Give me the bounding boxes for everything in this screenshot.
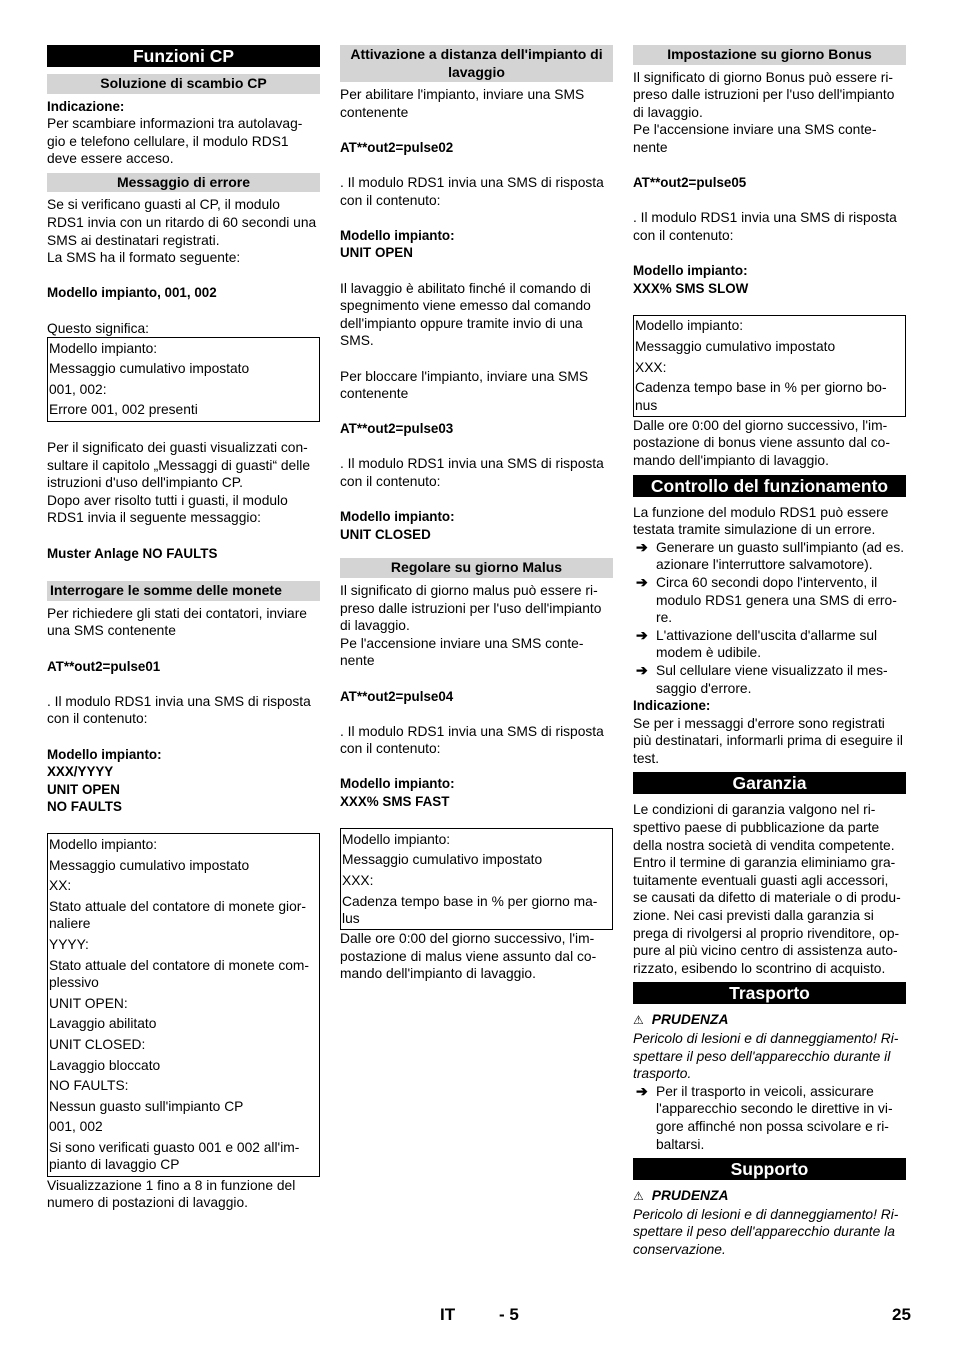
paragraph: . Il modulo RDS1 invia una SMS di risposta con il contenuto: <box>340 174 604 208</box>
note-label: Indicazione: <box>47 98 125 114</box>
arrow-right-icon: ➔ <box>636 662 648 678</box>
sms-command: AT**out2=pulse04 <box>340 688 454 704</box>
table-cell: 001, 002 <box>49 1119 103 1135</box>
column-2 <box>340 45 613 983</box>
table-cell: Stato attuale del contatore di monete gior-naliere <box>49 898 306 932</box>
section-title-garanzia: Garanzia <box>633 772 906 794</box>
paragraph: Per richiedere gli stati dei contatori, inviare una SMS contenente <box>47 605 307 639</box>
coin-counter-table <box>47 833 320 1176</box>
list-item: ➔ Generare un guasto sull'impianto (ad es. azionare l'interruttore salvamotore). <box>636 539 905 573</box>
table-cell: Modello impianto: <box>49 340 158 356</box>
heading-soluzione-scambio: Soluzione di scambio CP <box>47 74 320 94</box>
section-title-controllo: Controllo del funzionamento <box>633 475 906 497</box>
table-cell: Cadenza tempo base in % per giorno ma-lus <box>342 893 598 927</box>
paragraph: Pe l'accensione inviare una SMS conte-nente <box>340 635 584 669</box>
caution-text: Pericolo di lesioni e di danneggiamento! Ri-spettare il peso dell'apparecchio durante il trasporto. <box>633 1031 899 1082</box>
response-line: UNIT OPEN <box>340 245 413 261</box>
table-cell: XXX: <box>342 872 374 888</box>
table-cell: Messaggio cumulativo impostato <box>635 338 836 354</box>
column-1 <box>47 45 320 1212</box>
sms-format-code: Modello impianto, 001, 002 <box>47 285 217 301</box>
list-item: ➔ Circa 60 secondi dopo l'intervento, il modulo RDS1 genera una SMS di erro-re. <box>636 574 897 626</box>
paragraph: . Il modulo RDS1 invia una SMS di risposta con il contenuto: <box>633 210 897 243</box>
response-line: Modello impianto: <box>633 263 748 279</box>
transport-list <box>633 1083 906 1153</box>
sms-command: AT**out2=pulse03 <box>340 421 454 437</box>
table-cell: Si sono verificati guasto 001 e 002 all'im-pianto di lavaggio CP <box>49 1139 300 1173</box>
paragraph: Per bloccare l'impianto, inviare una SMS contenente <box>340 368 589 402</box>
response-line: Modello impianto: <box>47 746 162 762</box>
paragraph: Il significato di giorno malus può essere ri-preso dalle istruzioni per l'uso dell'impianto di lavaggio. <box>340 582 602 634</box>
paragraph: . Il modulo RDS1 invia una SMS di risposta con il contenuto: <box>340 723 604 757</box>
arrow-right-icon: ➔ <box>636 539 648 555</box>
warning-triangle-icon: ⚠ <box>633 1189 644 1204</box>
paragraph: La SMS ha il formato seguente: <box>47 250 241 266</box>
heading-interrogare-monete: Interrogare le somme delle monete <box>47 581 320 601</box>
heading-attivazione-distanza: Attivazione a distanza dell'impianto di lavaggio <box>340 45 613 82</box>
malus-table <box>340 828 613 930</box>
sms-command: AT**out2=pulse02 <box>340 139 454 155</box>
arrow-right-icon: ➔ <box>636 574 648 590</box>
no-faults-code: Muster Anlage NO FAULTS <box>47 545 218 561</box>
paragraph: Per abilitare l'impianto, inviare una SMS contenente <box>340 87 585 120</box>
table-cell: Lavaggio bloccato <box>49 1057 161 1073</box>
footer-language: IT <box>440 1305 456 1324</box>
caution-label: ⚠ PRUDENZA <box>633 1188 729 1204</box>
response-line: XXX% SMS FAST <box>340 794 450 810</box>
response-line: Modello impianto: <box>340 776 455 792</box>
table-cell: XX: <box>49 878 72 894</box>
table-cell: Errore 001, 002 presenti <box>49 402 198 418</box>
arrow-right-icon: ➔ <box>636 1083 648 1099</box>
heading-giorno-malus: Regolare su giorno Malus <box>340 558 613 578</box>
response-line: NO FAULTS <box>47 799 122 815</box>
caution-label: ⚠ PRUDENZA <box>633 1012 729 1028</box>
warning-triangle-icon: ⚠ <box>633 1013 644 1028</box>
table-cell: UNIT OPEN: <box>49 995 128 1011</box>
paragraph: Il significato di giorno Bonus può essere ri-preso dalle istruzioni per l'uso dell'impianto di lavaggio. <box>633 69 895 120</box>
table-cell: Modello impianto: <box>49 836 158 852</box>
paragraph: . Il modulo RDS1 invia una SMS di risposta con il contenuto: <box>47 693 311 727</box>
table-cell: NO FAULTS: <box>49 1078 129 1094</box>
sms-command: AT**out2=pulse05 <box>633 175 747 191</box>
note-text: Se per i messaggi d'errore sono registrati più destinatari, informarli prima di eseguire il test. <box>633 715 903 766</box>
table-cell: YYYY: <box>49 936 89 952</box>
response-line: UNIT CLOSED <box>340 526 431 542</box>
response-line: XXX/YYYY <box>47 764 114 780</box>
paragraph: Le condizioni di garanzia valgono nel ri-spettivo paese di pubblicazione da parte della nostra società di vendita competente. Entro il termine di garanzia eliminiamo gra-tuitamente eventuali guasti agli accessori, se causati da difetto di materiale o di produ-zione. Nei casi previsti dalla garanzia si prega di rivolgersi al proprio rivenditore, op-pure al più vicino centro di assistenza auto-rizzato, esibendo lo scontrino di acquisto. <box>633 802 901 976</box>
paragraph: Dalle ore 0:00 del giorno successivo, l'im-postazione di bonus viene assunto dal co-mando dell'impianto di lavaggio. <box>633 417 890 468</box>
column-3 <box>633 45 906 1259</box>
paragraph: . Il modulo RDS1 invia una SMS di risposta con il contenuto: <box>340 456 604 490</box>
list-item: ➔ Per il trasporto in veicoli, assicurare l'apparecchio secondo le direttive in vi-gore affinché non possa scivolare e ri-baltarsi. <box>636 1083 893 1152</box>
table-cell: Modello impianto: <box>342 831 451 847</box>
bonus-table <box>633 315 906 417</box>
table-cell: Cadenza tempo base in % per giorno bo-nus <box>635 380 887 413</box>
table-cell: Messaggio cumulativo impostato <box>49 361 250 377</box>
response-line: UNIT OPEN <box>47 781 120 797</box>
table-cell: Messaggio cumulativo impostato <box>342 852 543 868</box>
table-cell: Modello impianto: <box>635 318 744 334</box>
test-steps-list <box>633 539 906 697</box>
footer-subpage: - 5 <box>499 1305 519 1324</box>
heading-messaggio-errore: Messaggio di errore <box>47 173 320 193</box>
table-cell: Nessun guasto sull'impianto CP <box>49 1098 244 1114</box>
table-cell: Lavaggio abilitato <box>49 1016 157 1032</box>
sms-command: AT**out2=pulse01 <box>47 658 161 674</box>
note-text: Per scambiare informazioni tra autolavag-gio e telefono cellulare, il modulo RDS1 deve essere acceso. <box>47 116 303 167</box>
paragraph: Se si verificano guasti al CP, il modulo RDS1 invia con un ritardo di 60 secondi una SMS ai destinatari registrati. <box>47 197 317 248</box>
paragraph: Per il significato dei guasti visualizzati con-sultare il capitolo „Messaggi di guasti“ delle istruzioni d'uso dell'impianto CP. <box>47 440 311 491</box>
response-line: Modello impianto: <box>340 509 455 525</box>
table-cell: XXX: <box>635 359 667 375</box>
paragraph: Visualizzazione 1 fino a 8 in funzione del numero di postazioni di lavaggio. <box>47 1177 296 1211</box>
list-item: ➔ L'attivazione dell'uscita d'allarme sul modem è udibile. <box>636 627 878 661</box>
table-cell: Stato attuale del contatore di monete com-plessivo <box>49 957 309 991</box>
paragraph: Questo significa: <box>47 320 149 336</box>
section-title-trasporto: Trasporto <box>633 982 906 1004</box>
arrow-right-icon: ➔ <box>636 627 648 643</box>
section-title-funzioni-cp: Funzioni CP <box>47 45 320 67</box>
paragraph: La funzione del modulo RDS1 può essere testata tramite simulazione di un errore. <box>633 504 889 538</box>
list-item: ➔ Sul cellulare viene visualizzato il mes-saggio d'errore. <box>636 662 888 696</box>
footer-page-number: 25 <box>892 1305 911 1324</box>
paragraph: Il lavaggio è abilitato finché il comando di spegnimento viene emesso dal comando dell'impianto oppure tramite invio di una SMS. <box>340 280 591 349</box>
paragraph: Dalle ore 0:00 del giorno successivo, l'im-postazione di malus viene assunto dal co-mando dell'impianto di lavaggio. <box>340 931 597 982</box>
caution-text: Pericolo di lesioni e di danneggiamento! Ri-spettare il peso dell'apparecchio durante la conservazione. <box>633 1206 899 1257</box>
error-meaning-table <box>47 337 320 421</box>
table-cell: Messaggio cumulativo impostato <box>49 857 250 873</box>
paragraph: Dopo aver risolto tutti i guasti, il modulo RDS1 invia il seguente messaggio: <box>47 492 288 526</box>
response-line: XXX% SMS SLOW <box>633 280 749 296</box>
response-line: Modello impianto: <box>340 227 455 243</box>
heading-giorno-bonus: Impostazione su giorno Bonus <box>633 45 906 65</box>
note-label: Indicazione: <box>633 698 711 714</box>
table-cell: 001, 002: <box>49 381 107 397</box>
section-title-supporto: Supporto <box>633 1158 906 1180</box>
table-cell: UNIT CLOSED: <box>49 1036 146 1052</box>
paragraph: Pe l'accensione inviare una SMS conte-nente <box>633 122 877 155</box>
